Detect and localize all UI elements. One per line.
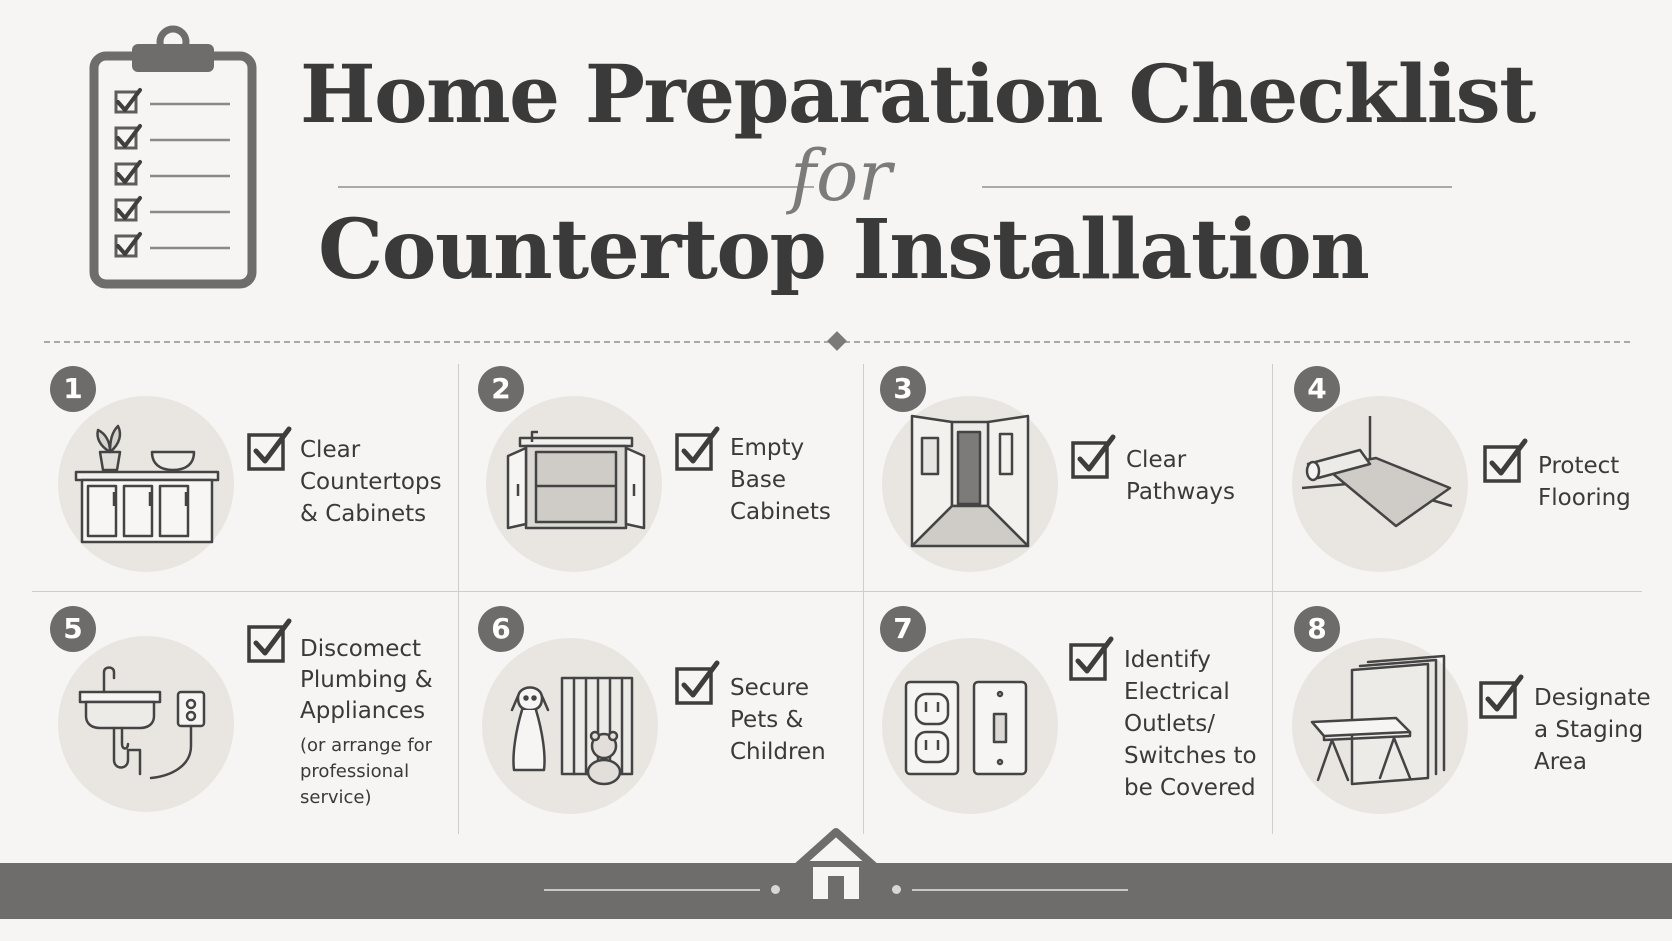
- checkbox-checked-icon: [674, 426, 722, 474]
- checkbox-checked-icon: [246, 426, 294, 474]
- step-number-badge: 8: [1294, 606, 1340, 652]
- step-note: (or arrange for professional service): [300, 735, 433, 808]
- checkbox-checked-icon: [1478, 674, 1526, 722]
- step-number-badge: 3: [880, 366, 926, 412]
- checkbox-checked-icon: [674, 660, 722, 708]
- footer-dot: [771, 885, 780, 894]
- footer-rule-left: [544, 889, 760, 891]
- page-subtitle: Countertop Installation: [318, 202, 1369, 298]
- step-number-badge: 7: [880, 606, 926, 652]
- step-label: Empty Base Cabinets: [730, 435, 831, 525]
- step-number-badge: 1: [50, 366, 96, 412]
- footer-dot: [892, 885, 901, 894]
- clipboard-checklist-icon: [88, 22, 258, 292]
- grid-divider: [32, 591, 1642, 592]
- checkbox-checked-icon: [1068, 636, 1116, 684]
- sink-plumbing-icon: [58, 636, 234, 812]
- step-number-badge: 5: [50, 606, 96, 652]
- step-label: Discomect Plumbing & Appliances: [300, 636, 433, 724]
- title-rule-left: [338, 186, 814, 188]
- step-label: Clear Countertops & Cabinets: [300, 437, 442, 527]
- page-title: Home Preparation Checklist: [300, 47, 1535, 141]
- staging-table-icon: [1292, 638, 1468, 814]
- step-number-badge: 4: [1294, 366, 1340, 412]
- grid-divider: [863, 364, 864, 834]
- step-label: Identify Electrical Outlets/ Switches to be Covered: [1124, 647, 1257, 801]
- outlet-switch-icon: [882, 638, 1058, 814]
- kitchen-cabinet-icon: [58, 396, 234, 572]
- house-icon: [792, 826, 880, 908]
- title-for: for: [790, 135, 892, 217]
- grid-divider: [1272, 364, 1273, 834]
- step-label: Secure Pets & Children: [730, 675, 826, 765]
- step-number-badge: 6: [478, 606, 524, 652]
- step-label: Protect Flooring: [1538, 453, 1631, 511]
- title-rule-right: [982, 186, 1452, 188]
- checkbox-checked-icon: [1482, 438, 1530, 486]
- pet-gate-icon: [482, 638, 658, 814]
- footer-rule-right: [912, 889, 1128, 891]
- step-number-badge: 2: [478, 366, 524, 412]
- checkbox-checked-icon: [1070, 434, 1118, 482]
- divider-diamond: [827, 331, 847, 351]
- hallway-icon: [882, 396, 1058, 572]
- step-label: Clear Pathways: [1126, 447, 1236, 505]
- step-label: Designate a Staging Area: [1534, 685, 1651, 775]
- grid-divider: [458, 364, 459, 834]
- open-cabinet-icon: [486, 396, 662, 572]
- floor-protection-roll-icon: [1292, 396, 1468, 572]
- checkbox-checked-icon: [246, 618, 294, 666]
